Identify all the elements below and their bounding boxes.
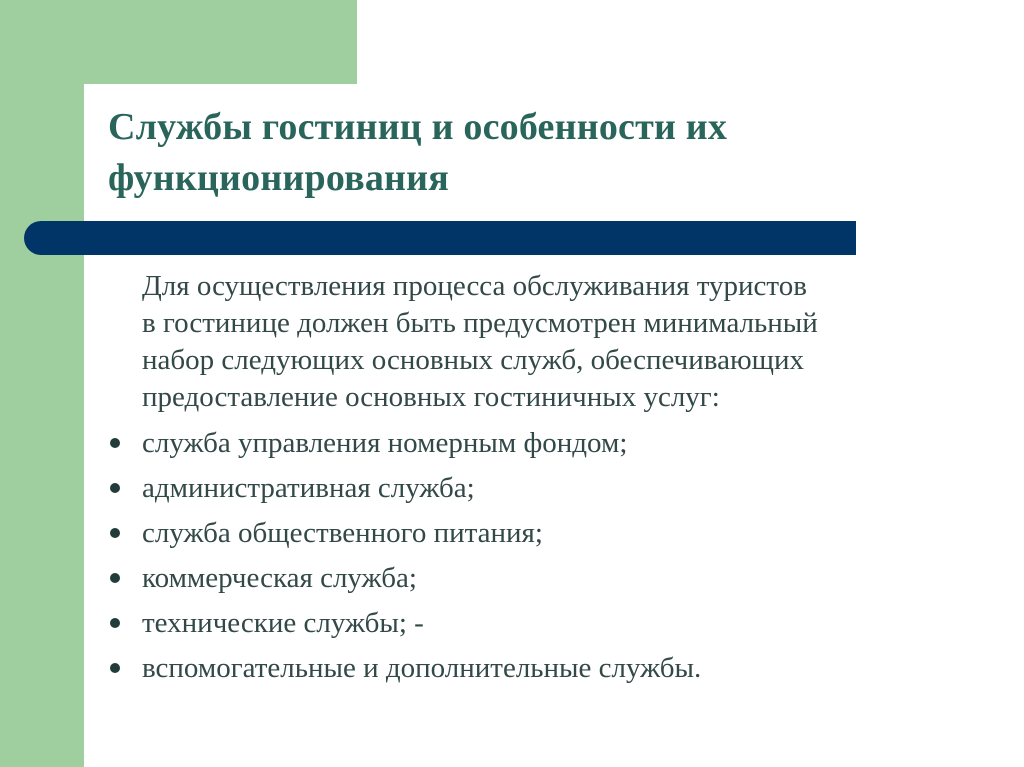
services-list-item-text: служба общественного питания; xyxy=(142,517,543,549)
filled-circle-icon xyxy=(110,573,120,583)
services-list-item-text: коммерческая служба; xyxy=(142,562,417,594)
services-list-item-text: служба управления номерным фондом; xyxy=(142,427,628,459)
filled-circle-icon xyxy=(110,663,120,673)
slide-title-line-1: Службы гостиниц и особенности их xyxy=(108,106,728,148)
intro-line-3: набор следующих основных служб, обеспечивающих xyxy=(142,344,804,376)
intro-line-1: Для осуществления процесса обслуживания туристов xyxy=(142,270,807,302)
services-list-item xyxy=(104,646,984,691)
intro-paragraph xyxy=(142,268,972,416)
title-underline-bar xyxy=(24,221,856,255)
filled-circle-icon xyxy=(110,483,120,493)
services-list-item-text: административная служба; xyxy=(142,472,475,504)
filled-circle-icon xyxy=(110,438,120,448)
services-list-item xyxy=(104,466,984,511)
top-green-block xyxy=(0,0,357,84)
filled-circle-icon xyxy=(110,528,120,538)
intro-line-4: предоставление основных гостиничных услуг: xyxy=(142,381,720,413)
services-list-item xyxy=(104,556,984,601)
services-list xyxy=(104,421,984,691)
filled-circle-icon xyxy=(110,618,120,628)
services-list-item xyxy=(104,601,984,646)
left-green-strip xyxy=(0,0,84,767)
intro-line-2: в гостинице должен быть предусмотрен минимальный xyxy=(142,307,818,339)
slide-title xyxy=(108,102,888,204)
services-list-item-text: вспомогательные и дополнительные службы. xyxy=(142,652,702,684)
services-list-item-text: технические службы; - xyxy=(142,607,424,639)
services-list-item xyxy=(104,421,984,466)
slide-title-line-2: функционирования xyxy=(108,157,449,199)
services-list-item xyxy=(104,511,984,556)
